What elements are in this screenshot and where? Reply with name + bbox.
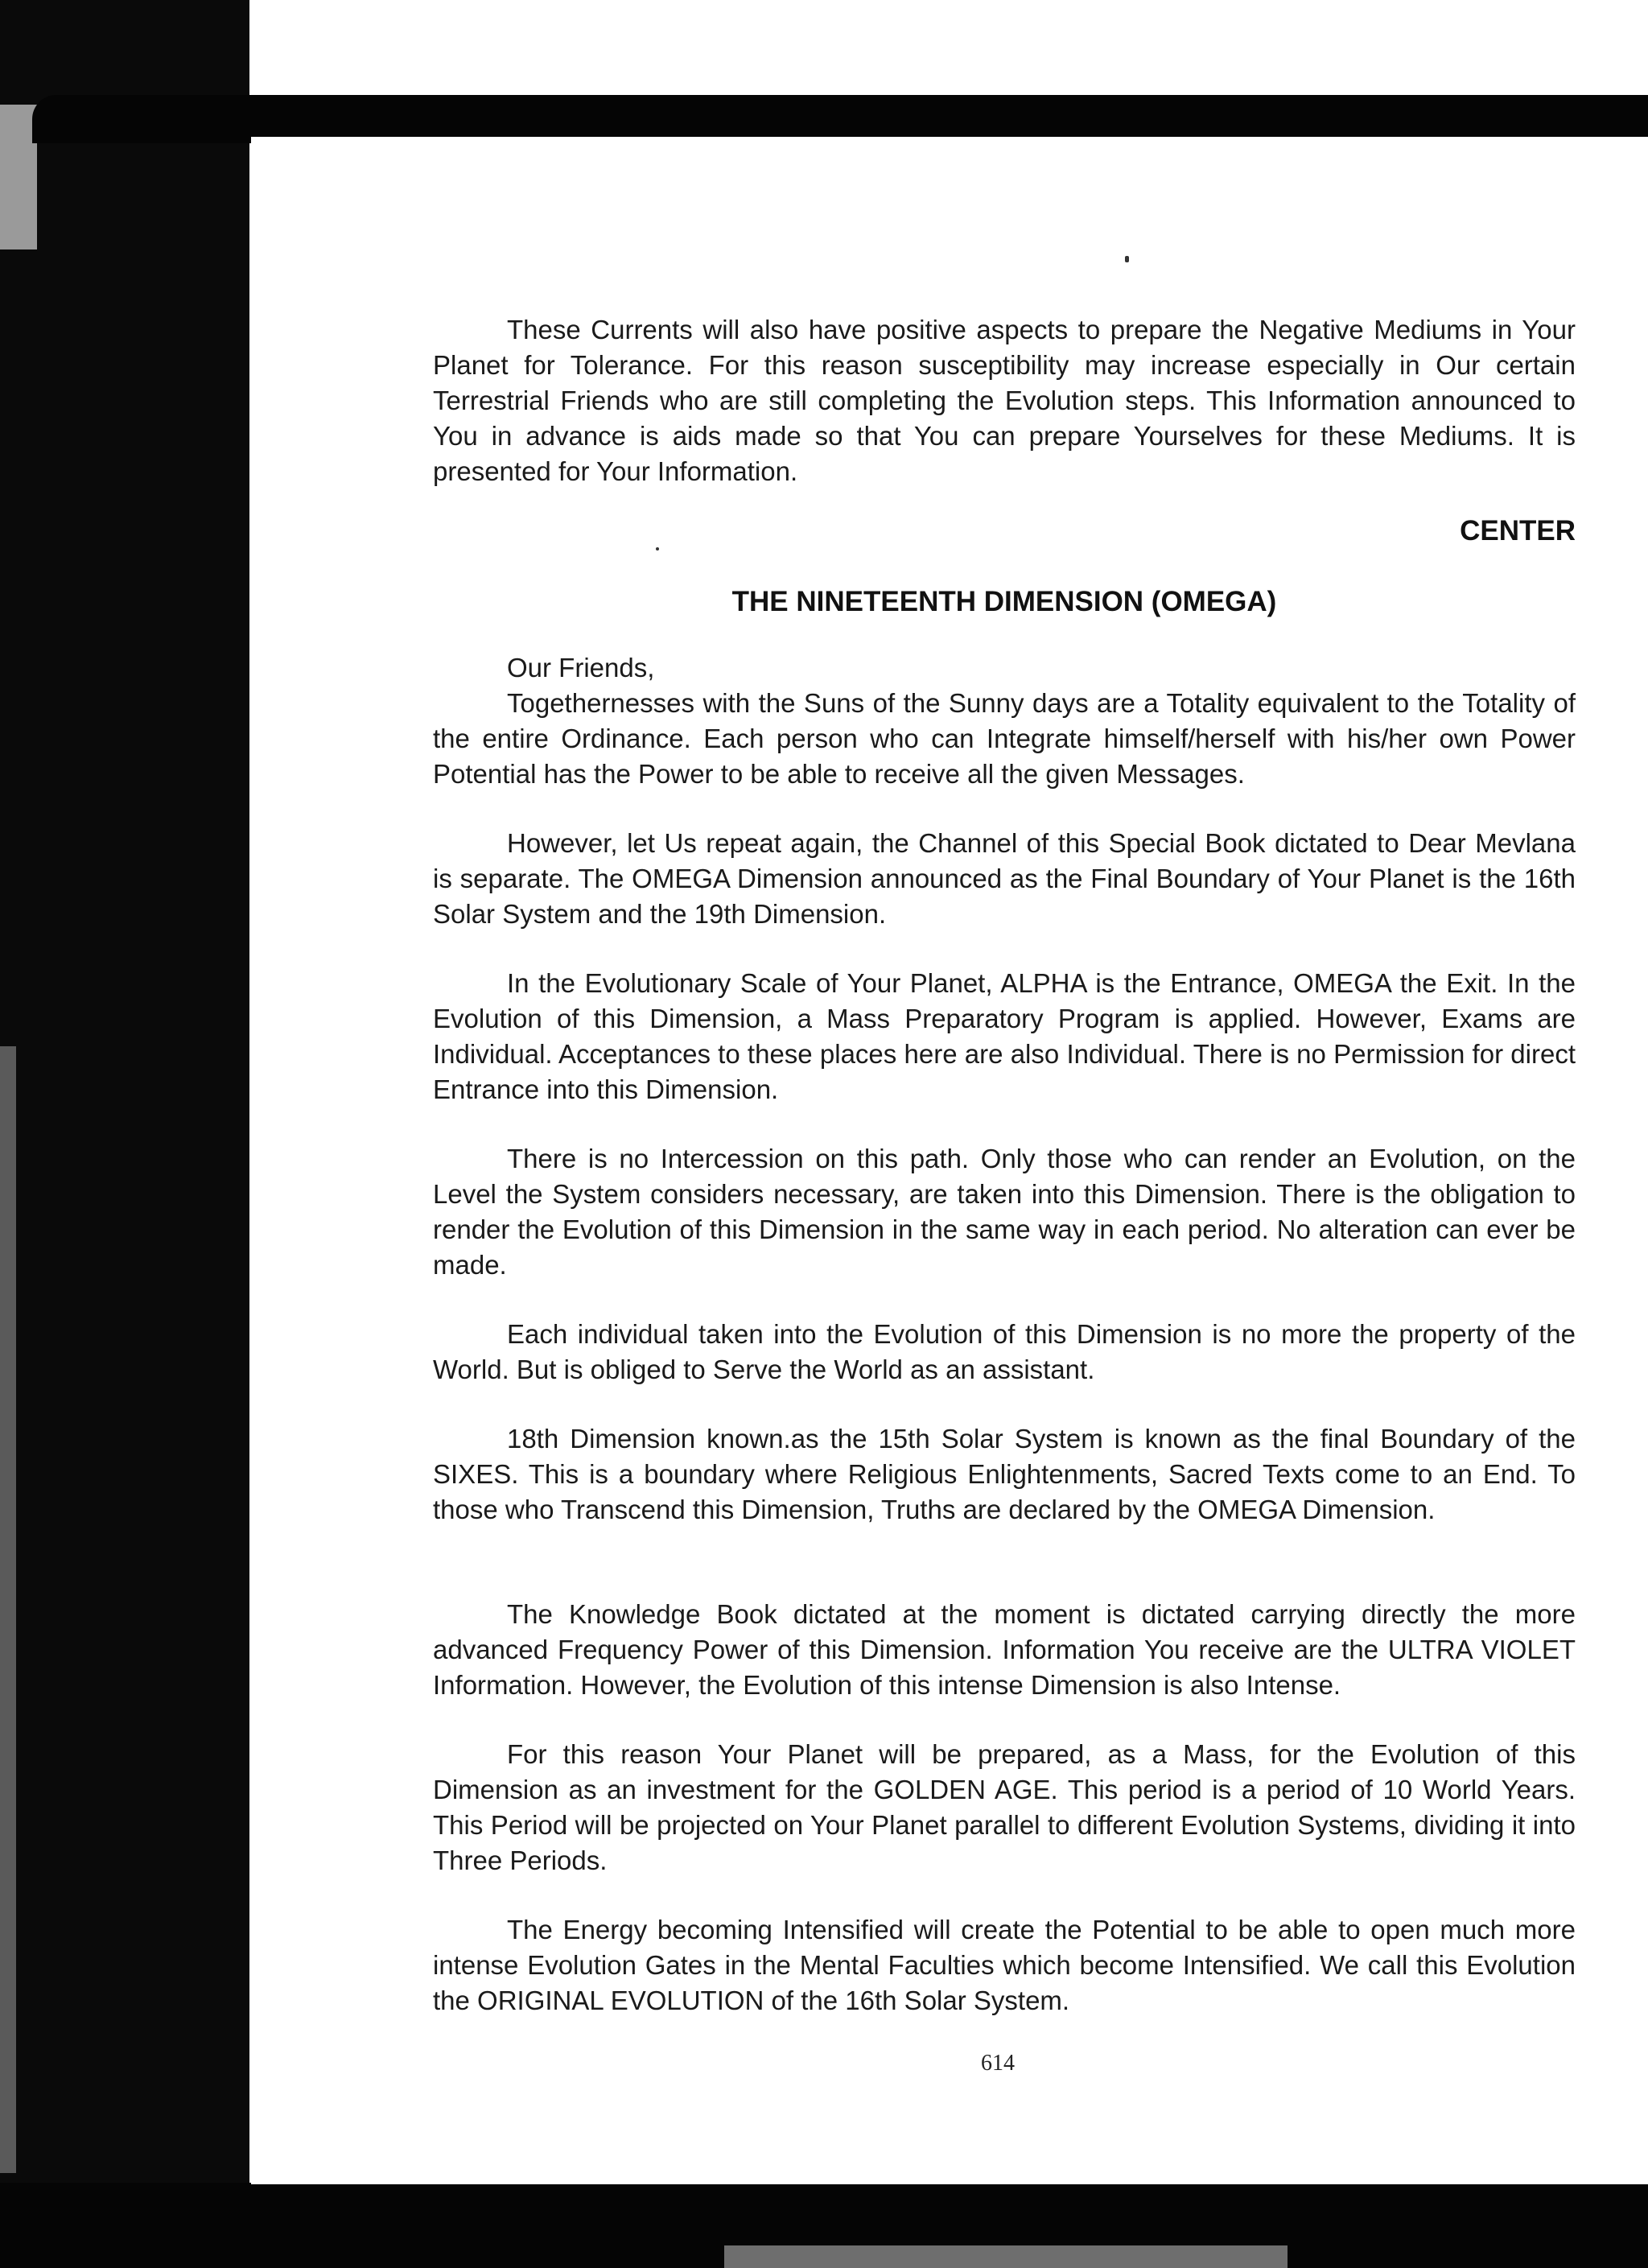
body-paragraph-2-block (433, 826, 1576, 932)
greeting: Our Friends, (507, 653, 655, 682)
body-paragraph-4: There is no Intercession on this path. Only those who can render an Evolution, on the Level the System considers necessary, are taken into this Dimension. There is the obligation to render the Evolution of this Dimension in the same way in each period. No alteration can ever be made. (433, 1144, 1576, 1280)
body-paragraph-1: Togethernesses with the Suns of the Sunny days are a Totality equivalent to the Totality of the entire Ordinance. Each person who can Integrate himself/herself with his/her own Power Potential has the Power to be able to receive all the given Messages. (433, 688, 1576, 789)
scan-dark-top-band (32, 95, 1648, 143)
scan-speck (1125, 256, 1129, 262)
body-paragraph-5: Each individual taken into the Evolution of this Dimension is no more the property of the World. But is obliged to Serve the World as an assistant. (433, 1319, 1576, 1384)
section-title: THE NINETEENTH DIMENSION (OMEGA) (731, 586, 1277, 617)
body-paragraph-2: However, let Us repeat again, the Channel of this Special Book dictated to Dear Mevlana is separate. The OMEGA Dimension announced as the Final Boundary of Your Planet is the 16th Solar System and the 19th Dimension. (433, 828, 1576, 929)
center-label: CENTER (1460, 515, 1576, 546)
body-paragraph-6: 18th Dimension known.as the 15th Solar System is known as the final Boundary of the SIXES. This is a boundary where Religious Enlightenments, Sacred Texts come to an End. To those who Transcend this Dimension, Truths are declared by the OMEGA Dimension. (433, 1424, 1576, 1524)
intro-paragraph: These Currents will also have positive aspects to prepare the Negative Mediums in Your Planet for Tolerance. For this reason susceptibility may increase especially in Our certain Terrestrial Friends who are still completing the Evolution steps. This Information announced to You in advance is aids made so that You can prepare Yourselves for these Mediums. It is presented for Your Information. (433, 315, 1576, 486)
body-paragraph-6-block (433, 1421, 1576, 1528)
scan-speck (656, 547, 659, 551)
body-text-block (433, 650, 1576, 792)
body-paragraph-9-block (433, 1912, 1576, 2019)
scan-dark-left-border (0, 0, 249, 2268)
scan-bottom-highlight (724, 2245, 1288, 2268)
body-paragraph-8: For this reason Your Planet will be prepared, as a Mass, for the Evolution of this Dimension as an investment for the GOLDEN AGE. This period is a period of 10 World Years. This Period will be projected on Your Planet parallel to different Evolution Systems, dividing it into Three Periods. (433, 1739, 1576, 1875)
page-number: 614 (981, 2051, 1015, 2076)
body-paragraph-8-block (433, 1737, 1576, 1878)
body-paragraph-7: The Knowledge Book dictated at the moment is dictated carrying directly the more advanced Frequency Power of this Dimension. Information You receive are the ULTRA VIOLET Information. However, the Evolution of this intense Dimension is also Intense. (433, 1599, 1576, 1700)
body-paragraph-5-block (433, 1317, 1576, 1388)
scan-edge-strip-lower (0, 1046, 16, 2173)
body-paragraph-7-block (433, 1597, 1576, 1703)
body-paragraph-3-block (433, 966, 1576, 1107)
body-paragraph-4-block (433, 1141, 1576, 1283)
body-paragraph-9: The Energy becoming Intensified will create the Potential to be able to open much more intense Evolution Gates in the Mental Faculties which become Intensified. We call this Evolution the ORIGINAL EVOLUTION of the 16th Solar System. (433, 1915, 1576, 2015)
body-paragraph-3: In the Evolutionary Scale of Your Planet, ALPHA is the Entrance, OMEGA the Exit. In the Evolution of this Dimension, a Mass Preparatory Program is applied. However, Exams are Individual. Acceptances to these places here are also Individual. There is no Permission for direct Entrance into this Dimension. (433, 968, 1576, 1104)
intro-paragraph-block (433, 312, 1576, 489)
